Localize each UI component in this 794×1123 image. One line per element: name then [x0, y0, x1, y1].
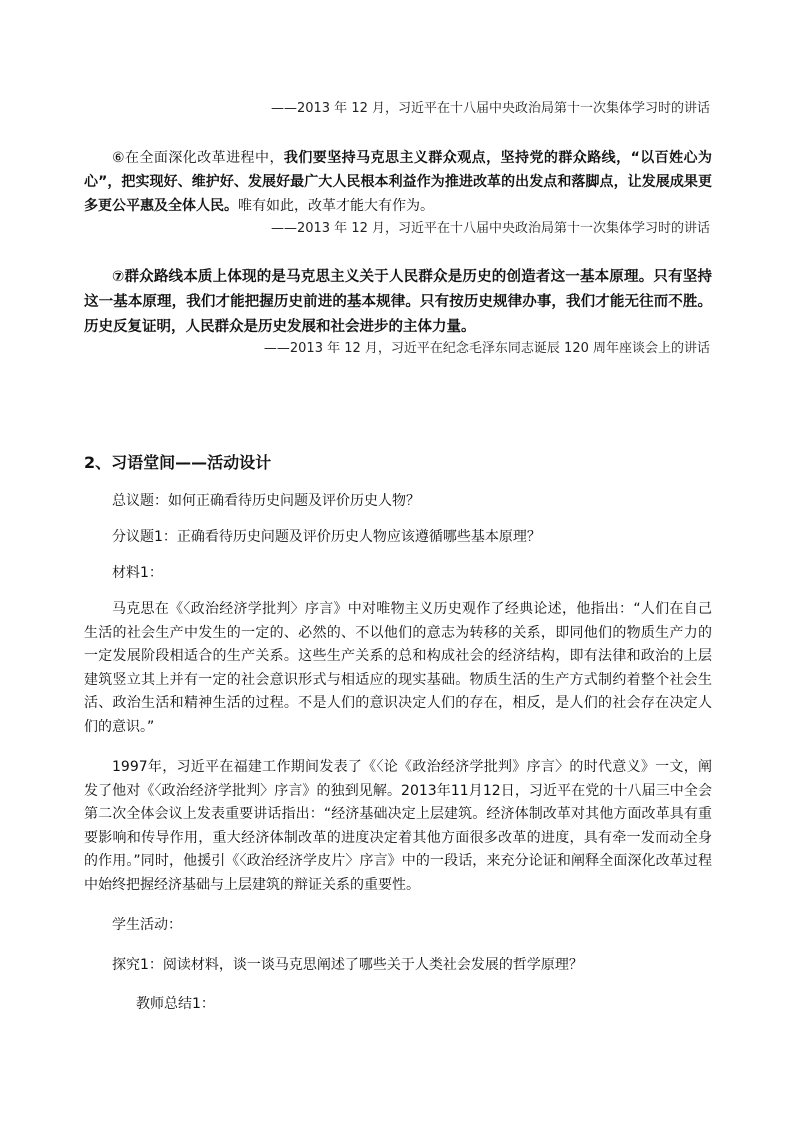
material-paragraph-2: 1997年，习近平在福建工作期间发表了《〈论《政治经济学批判》序言〉的时代意义》一文，阐发了他对《〈政治经济学批判〉序言》的独到见解。2013年11月12日，习近平在党的十八届三中全会第二次全体会议上发表重要讲话指出：“经济基础决定上层建筑。经济体制改革对其他方面改革具有重要影响和传导作用，重大经济体制改革的进度决定着其他方面很多改革的进度，具有牵一发而动全身的作用。”同时，他援引《〈政治经济学皮片〉序言》中的一段话，来充分论证和阐释全面深化改革过程中始终把握经济基础与上层建筑的辩证关系的重要性。: [84, 759, 712, 893]
quote6-source: ——2013 年 12 月，习近平在十八届中央政治局第十一次集体学习时的讲话: [270, 221, 710, 236]
section-heading: 2、习语堂间——活动设计: [84, 453, 272, 472]
quote6-paragraph: [84, 146, 712, 218]
sub-topic: 分议题1：正确看待历史问题及评价历史人物应该遵循哪些基本原理？: [112, 529, 541, 545]
quote7-paragraph: ⑦群众路线本质上体现的是马克思主义关于人民群众是历史的创造者这一基本原理。只有坚持这一基本原理，我们才能把握历史前进的基本规律。只有按历史规律办事，我们才能无往而不胜。历史反复证明，人民群众是历史发展和社会进步的主体力量。: [84, 269, 712, 335]
material-label: 材料1：: [112, 565, 163, 581]
teacher-summary-label: 教师总结1：: [136, 996, 215, 1012]
material-paragraph-1: 马克思在《〈政治经济学批判〉序言》中对唯物主义历史观作了经典论述，他指出：“人们在自己生活的社会生产中发生的一定的、必然的、不以他们的意志为转移的关系，即同他们的物质生产力的一定发展阶段相适合的生产关系。这些生产关系的总和构成社会的经济结构，即有法律和政治的上层建筑竖立其上并有一定的社会意识形式与相适应的现实基础。物质生活的生产方式制约着整个社会生活、政治生活和精神生活的过程。不是人们的意识决定人们的存在，相反，是人们的社会存在决定人们的意识。”: [84, 601, 712, 735]
quote5-source: ——2013 年 12 月，习近平在十八届中央政治局第十一次集体学习时的讲话: [270, 101, 710, 116]
quote6-plain-end: 唯有如此，改革才能大有作为。: [238, 198, 434, 214]
student-activity-label: 学生活动：: [112, 917, 182, 933]
quote7-source: ——2013 年 12 月，习近平在纪念毛泽东同志诞辰 120 周年座谈会上的讲话: [263, 341, 710, 356]
general-topic: 总议题：如何正确看待历史问题及评价历史人物？: [112, 493, 420, 509]
quote6-bold-text: 我们要坚持马克思主义群众观点，坚持党的群众路线，“以百姓心为心”，把实现好、维护好、发展好最广大人民根本利益作为推进改革的出发点和落脚点，让发展成果更多更公平惠及全体人民。: [84, 150, 712, 214]
quote6-plain-start: ⑥在全面深化改革进程中，: [112, 150, 284, 166]
explore-question-1: 探究1：阅读材料，谈一谈马克思阐述了哪些关于人类社会发展的哲学原理？: [112, 957, 583, 973]
